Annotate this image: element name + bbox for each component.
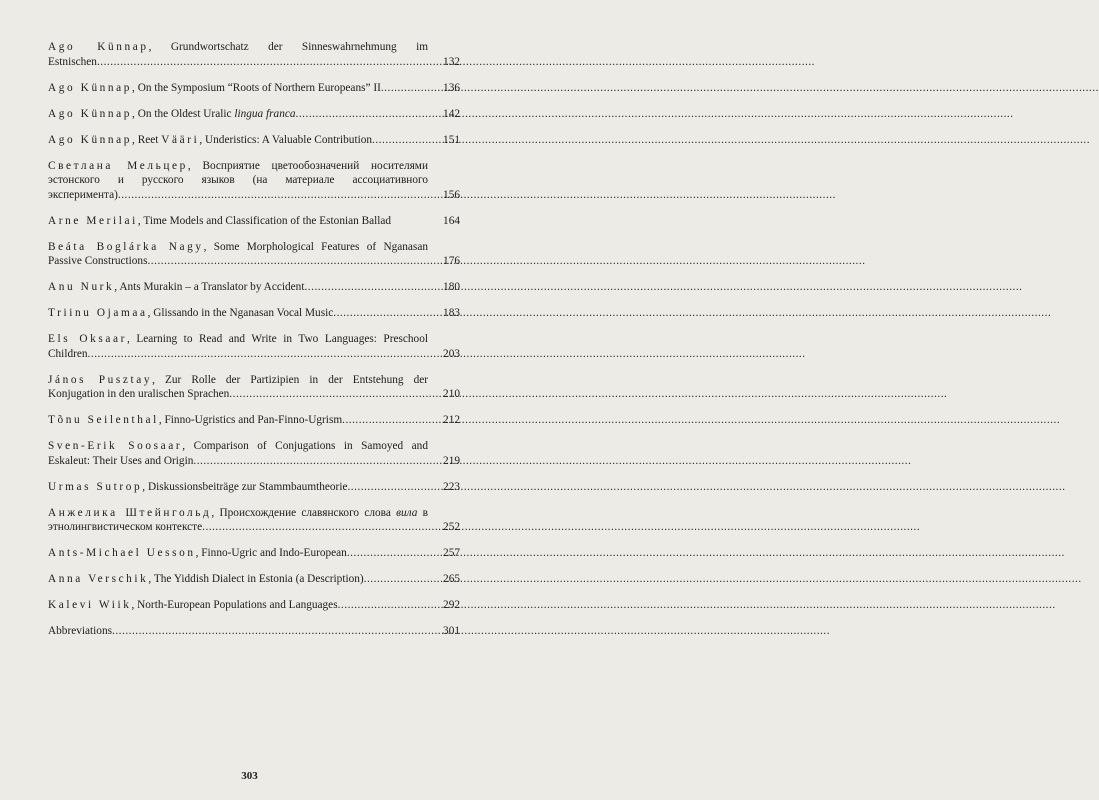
leader-dots [88,347,428,362]
entry-page: 151 [443,133,460,146]
toc-entry: Ago Künnap, Grundwortschatz der Sinneswahrnehmung im Estnischen ..... 132 [48,40,460,69]
leader-dots [229,387,428,402]
entry-page: 156 [443,188,460,201]
page-number: 303 [241,770,258,782]
entry-author: Sven-Erik Soosaar [48,440,183,452]
entry-author: Ants-Michael Uesson [48,547,196,559]
leader-dots [364,572,428,587]
entry-author: Tõnu Seilenthal [48,414,159,426]
entry-title: Glissando in the Nganasan Vocal Music [153,307,334,319]
entry-author: Arne Merilai [48,214,138,227]
entry-author: Ago Künnap [48,133,133,146]
entry-page: 203 [443,347,460,360]
leader-dots [333,306,428,321]
leader-dots [202,520,428,535]
entry-title: Происхождение славянского слова вила в [219,506,428,519]
entry-title: a Translator by Accident [193,281,305,293]
toc-entry: Beáta Boglárka Nagy, Some Morphological Features of Nganasan Passive Constructions ..... 176 [48,240,460,269]
entry-page: 142 [443,107,460,120]
entry-author: Anna Verschik [48,573,149,585]
entry-author: Ago Künnap [48,107,133,120]
entry-author: Urmas Sutrop [48,480,143,493]
toc-entry: Ants-Michael Uesson, Finno-Ugric and Indo-European ..... 257 [48,546,460,561]
entry-title: On the Oldest Uralic lingua franca [137,107,296,120]
toc-entry: Anu Nurk, Ants Murakin – a Translator by Accident ..... 180 [48,280,460,295]
entry-coauthor: Vääri [161,133,200,146]
entry-page: 265 [443,573,460,585]
entry-author: Anu Nurk [48,281,115,293]
entry-author: Kalevi Wiik [48,599,132,611]
leader-dots [347,546,428,561]
toc-entry: Ago Künnap, Reet Vääri, Underistics: A Valuable Contribution ..... 151 [48,133,460,148]
entry-title: Grundwortschatz der Sinneswahrnehmung im [170,41,428,53]
entry-title-end: Konjugation in den uralischen Sprachen [48,388,230,400]
toc-entry: Tõnu Seilenthal, Finno-Ugristics and Pan-Finno-Ugrism ..... 212 [48,413,460,428]
entry-page: 183 [443,307,460,319]
toc-entry: Kalevi Wiik, North-European Populations and Languages ..... 292 [48,598,460,613]
leader-dots [304,280,428,295]
entry-page: 180 [443,281,460,293]
table-of-contents [48,40,460,650]
entry-title-end: этнолингвистическом контексте [48,521,203,533]
entry-page: 212 [443,414,460,426]
toc-entry: János Pusztay, Zur Rolle der Partizipien in der Entstehung der Konjugation in den uralischen Sprachen ..... 210 [48,373,460,402]
entry-author: Beáta Boglárka Nagy [48,240,204,253]
entry-page: 292 [443,599,460,611]
toc-entry [48,624,460,639]
entry-page: 219 [443,454,460,467]
entry-author: Ago Künnap [48,81,133,94]
entry-title-end: Children [48,347,88,360]
toc-entry: Triinu Ojamaa, Glissando in the Nganasan Vocal Music ..... 183 [48,306,460,321]
leader-dots [147,254,428,269]
entry-title: Восприятие цветообозначений носителями эстонского и русского языков (на материале ассоциативного [48,159,428,186]
entry-page: 210 [443,388,460,400]
entry-title: Some Morphological Features of Nganasan [213,240,428,253]
leader-dots [193,454,428,469]
leader-dots [112,624,428,639]
entry-page: 136 [443,81,460,94]
entry-title: On the Symposium “Roots of Northern Europeans” II [137,81,381,94]
toc-entry: Arne Merilai, Time Models and Classification of the Estonian Ballad 164 [48,214,460,227]
leader-dots [97,55,428,70]
entry-page: 176 [443,255,460,267]
entry-page: 301 [443,625,460,637]
toc-entry: Ago Künnap, On the Symposium “Roots of Northern Europeans” II ..... 136 [48,81,460,96]
toc-entry: Els Oksaar, Learning to Read and Write in Two Languages: Preschool Children ..... 203 [48,332,460,361]
entry-title-end: Estnischen [48,55,97,68]
toc-entry: Ago Künnap, On the Oldest Uralic lingua franca ..... 142 [48,107,460,122]
entry-title-end: Eskaleut: Their Uses and Origin [48,454,194,467]
entry-title: The Yiddish Dialect in Estonia (a Description) [153,573,364,585]
entry-author: Ago Künnap [48,41,149,53]
entry-title-end: Passive Constructions [48,255,148,267]
entry-title: Comparison of Conjugations in Samoyed and [193,440,428,452]
entry-page: 257 [443,547,460,559]
leader-dots [296,107,428,122]
entry-title: Abbreviations [48,625,113,637]
entry-title: Time Models and Classification of the Estonian Ballad [143,214,392,227]
leader-dots [381,81,428,96]
entry-author: Анжелика Штейнгольд [48,506,212,519]
book-page [0,0,499,800]
leader-dots [118,188,428,203]
entry-title: Underistics: A Valuable Contribution [204,133,373,146]
leader-dots [342,413,428,428]
toc-entry: Анжелика Штейнгольд, Происхождение славянского слова вила в этнолингвистическом контексте ..... 252 [48,506,460,535]
leader-dots [372,133,428,148]
entry-page: 132 [443,55,460,68]
entry-page: 252 [443,521,460,533]
entry-author: János Pusztay [48,373,153,386]
entry-page: 223 [443,480,460,493]
toc-entry: Urmas Sutrop, Diskussionsbeiträge zur Stammbaumtheorie ..... 223 [48,480,460,495]
entry-title: Diskussionsbeiträge zur Stammbaumtheorie [147,480,348,493]
toc-entry: Anna Verschik, The Yiddish Dialect in Estonia (a Description) ..... 265 [48,572,460,587]
entry-title: Finno-Ugristics and Pan-Finno-Ugrism [164,414,343,426]
entry-title-end: эксперимента) [48,188,118,201]
leader-dots [347,480,428,495]
toc-entry: Sven-Erik Soosaar, Comparison of Conjugations in Samoyed and Eskaleut: Their Uses and Origin ..... 219 [48,439,460,468]
entry-author: Triinu Ojamaa [48,307,148,319]
entry-title: Zur Rolle der Partizipien in der Entstehung der [165,373,429,386]
entry-title: Learning to Read and Write in Two Languages: Preschool [136,333,428,345]
entry-author: Светлана Мельцер [48,159,188,172]
toc-entry: Светлана Мельцер, Восприятие цветообозначений носителями эстонского и русского языков (на материале ассоциативного эксперимента) ..... 156 [48,159,460,203]
leader-dots [338,598,428,613]
entry-title: North-European Populations and Languages [137,599,338,611]
entry-page: 164 [443,214,460,227]
entry-title: Finno-Ugric and Indo-European [201,547,347,559]
entry-author: Els Oksaar [48,333,127,345]
